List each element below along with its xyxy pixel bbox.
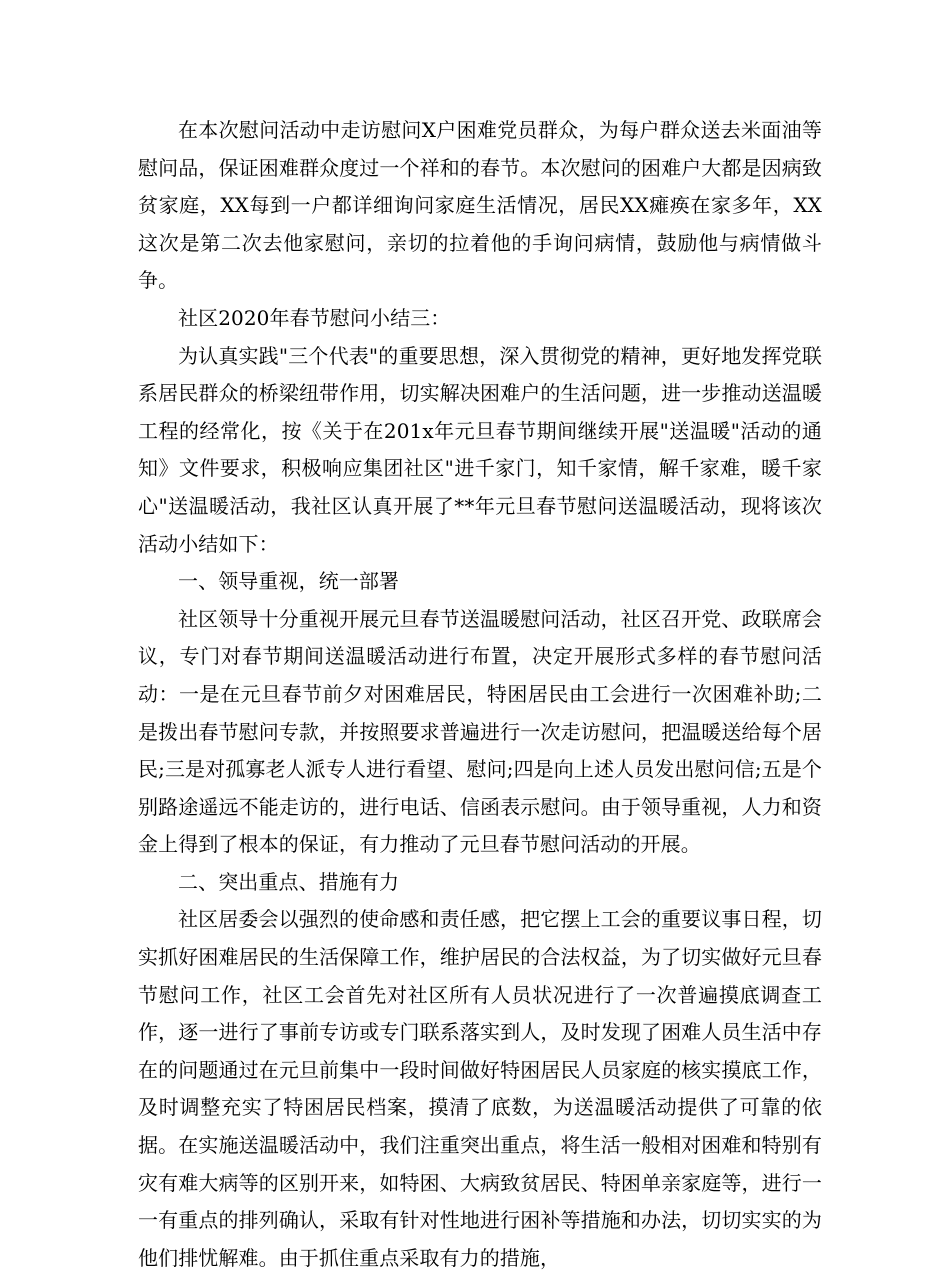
section-heading-leadership: 一、领导重视，统一部署 <box>178 569 400 594</box>
paragraph-leadership: 社区领导十分重视开展元旦春节送温暖慰问活动，社区召开党、政联席会议，专门对春节期间送温暖活动进行布置，决定开展形式多样的春节慰问活动：一是在元旦春节前夕对困难居民，特困居民由工会进行一次困难补助;二是拨出春节慰问专款，并按照要求普遍进行一次走访慰问，把温暖送给每个居民;三是对孤寡老人派专人进行看望、慰问;四是向上述人员发出慰问信;五是个别路途遥远不能走访的，进行电话、信函表示慰问。由于领导重视，人力和资金上得到了根本的保证，有力推动了元旦春节慰问活动的开展。 <box>138 606 822 857</box>
section-heading-key-points: 二、突出重点、措施有力 <box>178 869 400 894</box>
paragraph-visit-summary: 在本次慰问活动中走访慰问X户困难党员群众，为每户群众送去米面油等慰问品，保证困难群众度过一个祥和的春节。本次慰问的困难户大都是因病致贫家庭，XX每到一户都详细询问家庭生活情况，居民XX瘫痪在家多年，XX这次是第二次去他家慰问，亲切的拉着他的手询问病情，鼓励他与病情做斗争。 <box>138 118 822 293</box>
paragraph-key-points: 社区居委会以强烈的使命感和责任感，把它摆上工会的重要议事日程，切实抓好困难居民的生活保障工作，维护居民的合法权益，为了切实做好元旦春节慰问工作，社区工会首先对社区所有人员状况进行了一次普遍摸底调查工作，逐一进行了事前专访或专门联系落实到人，及时发现了困难人员生活中存在的问题通过在元旦前集中一段时间做好特困居民人员家庭的核实摸底工作，及时调整充实了特困居民档案，摸清了底数，为送温暖活动提供了可靠的依据。在实施送温暖活动中，我们注重突出重点，将生活一般相对困难和特别有灾有难大病等的区别开来，如特困、大病致贫居民、特困单亲家庭等，进行一一有重点的排列确认，采取有针对性地进行困补等措施和办法，切切实实的为他们排忧解难。由于抓住重点采取有力的措施， <box>138 907 822 1270</box>
section-title-summary-three: 社区2020年春节慰问小结三： <box>178 305 451 330</box>
paragraph-introduction: 为认真实践"三个代表"的重要思想，深入贯彻党的精神，更好地发挥党联系居民群众的桥梁纽带作用，切实解决困难户的生活问题，进一步推动送温暖工程的经常化，按《关于在201x年元旦春节期间继续开展"送温暖"活动的通知》文件要求，积极响应集团社区"进千家门，知千家情，解千家难，暖千家心"送温暖活动，我社区认真开展了**年元旦春节慰问送温暖活动，现将该次活动小结如下： <box>138 343 822 556</box>
document-body <box>138 112 822 1277</box>
